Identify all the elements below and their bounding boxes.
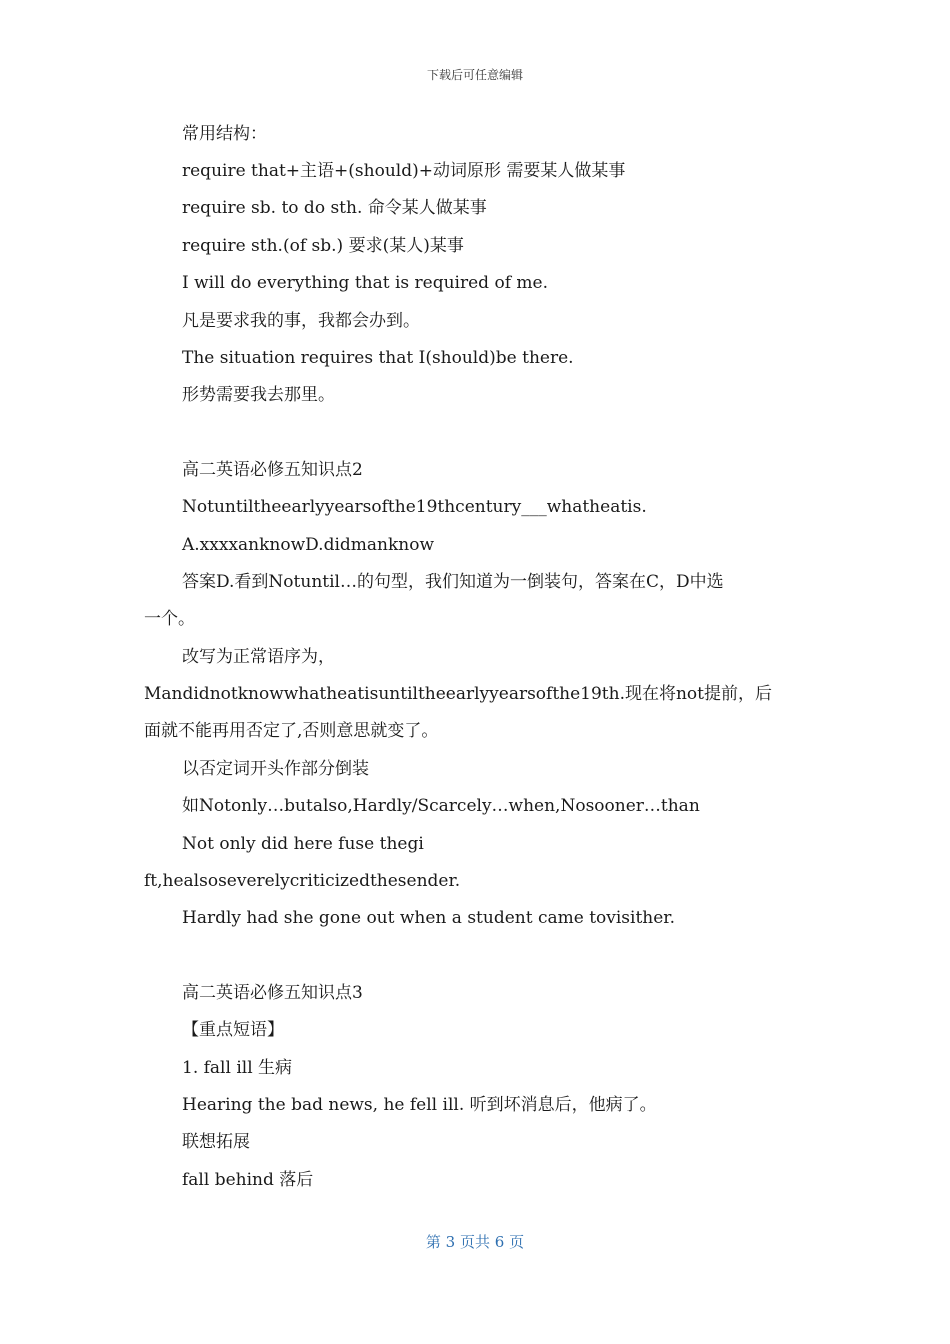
text-line: 如Notonly…butalso,Hardly/Scarcely…when,Nosooner…than xyxy=(182,796,700,816)
text-line: 【重点短语】 xyxy=(182,1020,284,1040)
text-line: require sb. to do sth. 命令某人做某事 xyxy=(182,198,487,218)
text-line: fall behind 落后 xyxy=(182,1170,314,1190)
text-line: 常用结构： xyxy=(182,124,267,144)
text-line: I will do everything that is required of me. xyxy=(182,273,548,293)
text-line: Hearing the bad news, he fell ill. 听到坏消息后，他病了。 xyxy=(182,1095,657,1115)
text-line: A.xxxxanknowD.didmanknow xyxy=(182,535,435,555)
text-line: 联想拓展 xyxy=(182,1132,250,1152)
text-line: 形势需要我去那里。 xyxy=(182,385,335,405)
page-header: 下载后可任意编辑 xyxy=(426,68,523,82)
section-heading: 高二英语必修五知识点3 xyxy=(182,983,363,1003)
text-line: Not only did here fuse thegi xyxy=(182,834,424,854)
section-heading: 高二英语必修五知识点2 xyxy=(182,460,363,480)
text-line: require that+主语+(should)+动词原形 需要某人做某事 xyxy=(182,161,626,181)
text-line: 以否定词开头作部分倒装 xyxy=(182,759,369,779)
text-line: 1. fall ill 生病 xyxy=(182,1058,293,1078)
text-line: 凡是要求我的事，我都会办到。 xyxy=(182,311,420,331)
text-line: The situation requires that I(should)be there. xyxy=(182,348,574,368)
text-line: 一个。 xyxy=(144,609,195,629)
text-line: Mandidnotknowwhatheatisuntiltheearlyyearsofthe19th.现在将not提前，后 xyxy=(144,684,773,704)
text-line: Hardly had she gone out when a student came tovisither. xyxy=(182,908,675,928)
text-line: 答案D.看到Notuntil…的句型，我们知道为一倒装句，答案在C，D中选 xyxy=(182,572,724,592)
text-line: 改写为正常语序为， xyxy=(182,647,335,667)
text-line: 面就不能再用否定了,否则意思就变了。 xyxy=(144,721,439,741)
text-line: require sth.(of sb.) 要求(某人)某事 xyxy=(182,236,464,256)
text-line: ft,healsoseverelycriticizedthesender. xyxy=(144,871,461,891)
text-line: Notuntiltheearlyyearsofthe19thcentury___whatheatis. xyxy=(182,497,647,517)
page-number-footer: 第 3 页共 6 页 xyxy=(425,1233,525,1251)
